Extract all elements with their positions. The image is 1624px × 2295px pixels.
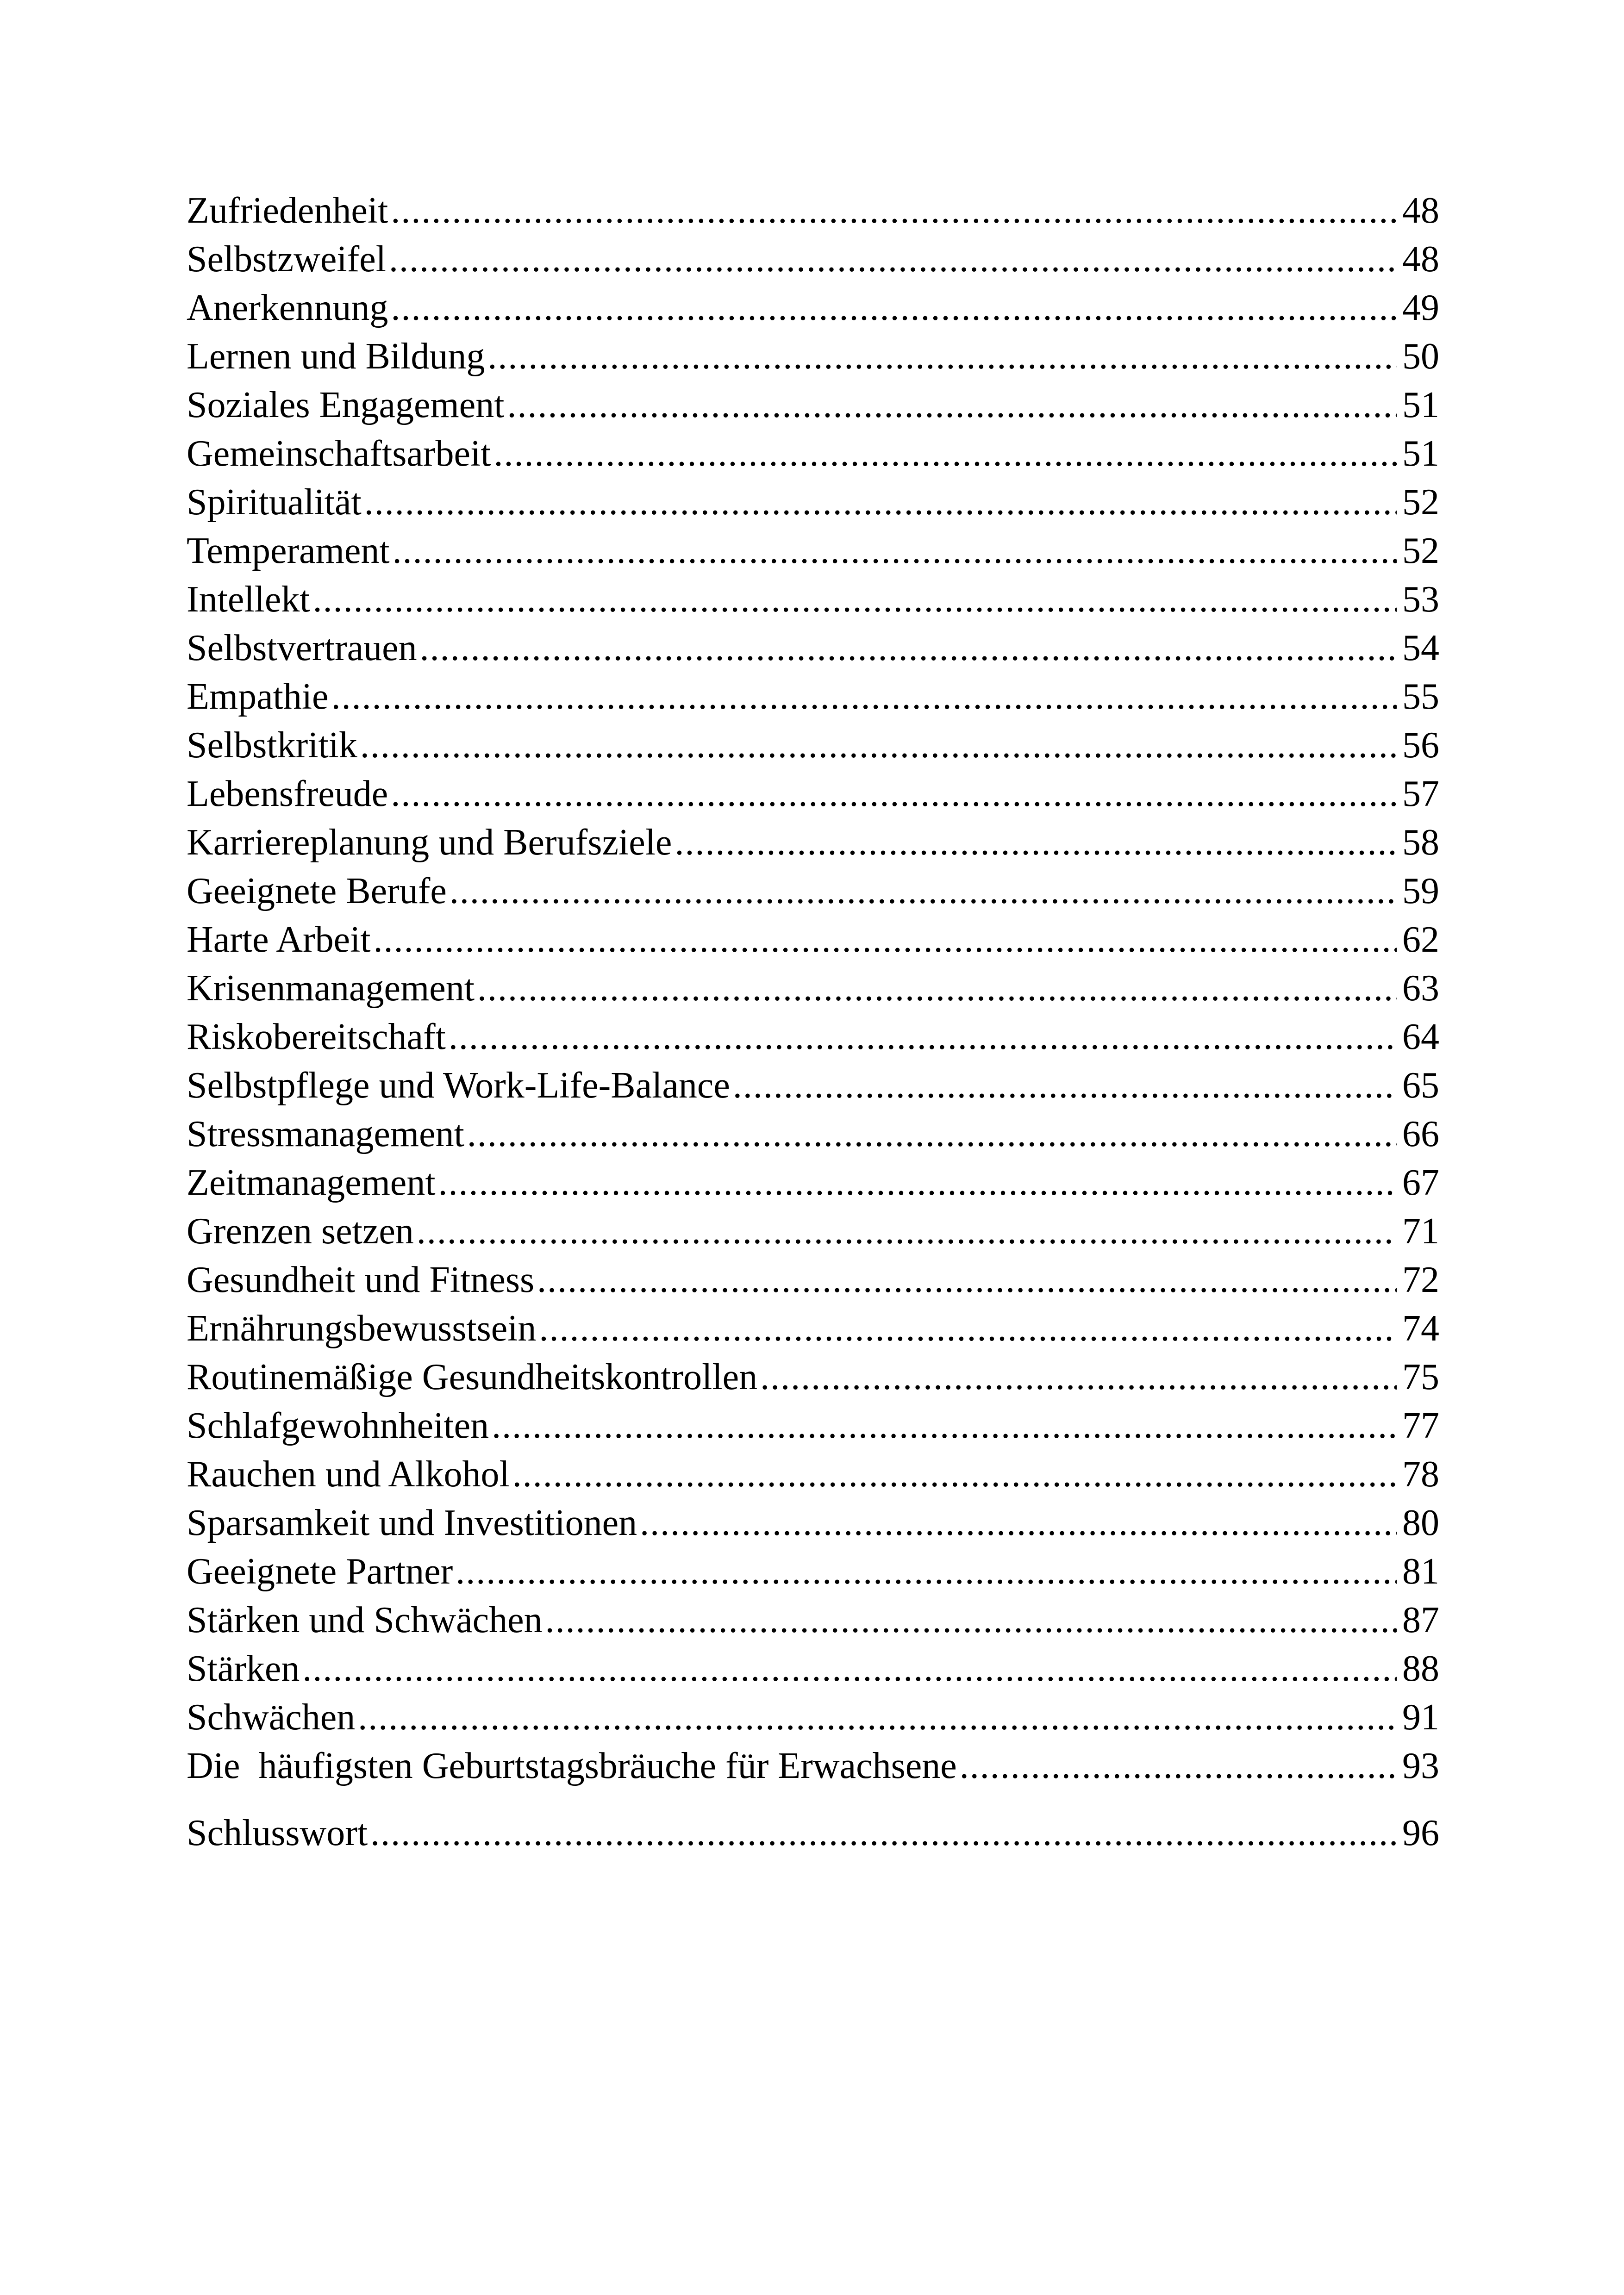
toc-dot-leader: [313, 575, 1397, 624]
toc-entry[interactable]: [187, 1061, 1439, 1110]
toc-dot-leader: [960, 1742, 1397, 1790]
toc-dot-leader: [467, 1110, 1397, 1159]
toc-dot-leader: [675, 818, 1397, 867]
toc-entry-page-number: 57: [1402, 773, 1439, 814]
toc-entry-title: Soziales Engagement: [187, 385, 505, 425]
toc-entry-page-number: 49: [1402, 287, 1439, 328]
toc-entry[interactable]: [187, 1742, 1439, 1790]
toc-entry-page-number: 63: [1402, 968, 1439, 1009]
toc-entry-title: Riskobereitschaft: [187, 1017, 446, 1057]
toc-dot-leader: [487, 332, 1397, 381]
toc-entry[interactable]: [187, 1353, 1439, 1402]
toc-dot-leader: [733, 1061, 1397, 1110]
toc-dot-leader: [760, 1353, 1397, 1402]
toc-entry-page-number: 59: [1402, 871, 1439, 911]
toc-entry-page-number: 52: [1402, 530, 1439, 571]
toc-entry-page-number: 88: [1402, 1648, 1439, 1689]
toc-entry-page-number: 56: [1402, 725, 1439, 766]
toc-entry[interactable]: [187, 770, 1439, 818]
toc-entry[interactable]: [187, 1110, 1439, 1159]
toc-dot-leader: [370, 1809, 1397, 1858]
toc-dot-leader: [331, 673, 1397, 721]
toc-entry[interactable]: [187, 1809, 1439, 1858]
toc-entry-title: Zeitmanagement: [187, 1162, 436, 1203]
toc-dot-leader: [456, 1547, 1397, 1596]
toc-entry-title: Selbstzweifel: [187, 239, 386, 280]
toc-entry-page-number: 53: [1402, 579, 1439, 620]
toc-entry-title: Empathie: [187, 676, 329, 717]
toc-dot-leader: [420, 624, 1397, 673]
toc-dot-leader: [374, 916, 1397, 964]
toc-entry[interactable]: [187, 818, 1439, 867]
toc-entry[interactable]: [187, 1159, 1439, 1207]
toc-entry-page-number: 64: [1402, 1017, 1439, 1057]
toc-entry-title: Gemeinschaftsarbeit: [187, 433, 491, 474]
toc-dot-leader: [477, 964, 1397, 1013]
toc-entry-title: Schlafgewohnheiten: [187, 1405, 489, 1446]
toc-entry-title: Gesundheit und Fitness: [187, 1260, 535, 1300]
toc-entry-page-number: 51: [1402, 433, 1439, 474]
toc-entry[interactable]: [187, 284, 1439, 332]
toc-entry[interactable]: [187, 430, 1439, 478]
toc-dot-leader: [391, 770, 1397, 818]
toc-entry-page-number: 91: [1402, 1697, 1439, 1738]
toc-entry-title: Karriereplanung und Berufsziele: [187, 822, 672, 863]
toc-dot-leader: [449, 1013, 1397, 1061]
toc-entry[interactable]: [187, 381, 1439, 430]
toc-entry-page-number: 48: [1402, 239, 1439, 280]
toc-entry[interactable]: [187, 187, 1439, 235]
toc-entry-page-number: 96: [1402, 1813, 1439, 1853]
toc-entry[interactable]: [187, 1304, 1439, 1353]
toc-entry-page-number: 58: [1402, 822, 1439, 863]
toc-entry-page-number: 80: [1402, 1503, 1439, 1543]
toc-dot-leader: [391, 284, 1397, 332]
toc-entry-page-number: 51: [1402, 385, 1439, 425]
toc-entry-title: Zufriedenheit: [187, 190, 388, 231]
toc-entry[interactable]: [187, 1013, 1439, 1061]
toc-dot-leader: [545, 1596, 1397, 1645]
toc-entry-page-number: 72: [1402, 1260, 1439, 1300]
toc-entry-title: Intellekt: [187, 579, 310, 620]
toc-entry-page-number: 93: [1402, 1746, 1439, 1786]
toc-entry-title: Schwächen: [187, 1697, 356, 1738]
toc-dot-leader: [302, 1645, 1397, 1693]
toc-entry-title: Lebensfreude: [187, 773, 388, 814]
toc-entry-title: Selbstvertrauen: [187, 628, 417, 668]
toc-entry[interactable]: [187, 916, 1439, 964]
toc-dot-leader: [512, 1450, 1397, 1499]
toc-entry-title: Stärken und Schwächen: [187, 1600, 543, 1640]
toc-entry[interactable]: [187, 332, 1439, 381]
toc-entry[interactable]: [187, 867, 1439, 916]
toc-entry-title: Ernährungsbewusstsein: [187, 1308, 537, 1349]
toc-entry-page-number: 75: [1402, 1357, 1439, 1397]
toc-entry[interactable]: [187, 1645, 1439, 1693]
toc-entry-title: Schlusswort: [187, 1813, 368, 1853]
toc-entry-title: Krisenmanagement: [187, 968, 475, 1009]
toc-dot-leader: [539, 1304, 1397, 1353]
toc-dot-leader: [360, 721, 1397, 770]
toc-entry-page-number: 77: [1402, 1405, 1439, 1446]
toc-entry-page-number: 81: [1402, 1551, 1439, 1592]
toc-entry[interactable]: [187, 964, 1439, 1013]
toc-dot-leader: [389, 235, 1397, 284]
toc-entry-title: Spiritualität: [187, 482, 362, 523]
toc-entry-title: Temperament: [187, 530, 390, 571]
toc-entry[interactable]: [187, 1547, 1439, 1596]
toc-entry-title: Die häufigsten Geburtstagsbräuche für Erwachsene: [187, 1746, 957, 1786]
toc-entry-page-number: 55: [1402, 676, 1439, 717]
toc-entry[interactable]: [187, 624, 1439, 673]
toc-dot-leader: [391, 187, 1397, 235]
table-of-contents: [187, 187, 1439, 1858]
toc-entry-page-number: 71: [1402, 1211, 1439, 1252]
toc-entry-title: Lernen und Bildung: [187, 336, 485, 377]
toc-entry[interactable]: [187, 575, 1439, 624]
toc-dot-leader: [494, 430, 1397, 478]
toc-entry-page-number: 54: [1402, 628, 1439, 668]
toc-entry[interactable]: [187, 1499, 1439, 1547]
toc-dot-leader: [393, 527, 1397, 575]
toc-entry-title: Stressmanagement: [187, 1114, 464, 1154]
toc-entry[interactable]: [187, 1207, 1439, 1256]
toc-dot-leader: [358, 1693, 1397, 1742]
toc-dot-leader: [438, 1159, 1397, 1207]
toc-dot-leader: [537, 1256, 1397, 1304]
toc-entry-page-number: 50: [1402, 336, 1439, 377]
toc-entry[interactable]: [187, 478, 1439, 527]
toc-entry[interactable]: [187, 673, 1439, 721]
toc-entry-title: Selbstkritik: [187, 725, 357, 766]
toc-entry-page-number: 65: [1402, 1065, 1439, 1106]
toc-entry-title: Geeignete Berufe: [187, 871, 447, 911]
toc-entry[interactable]: [187, 721, 1439, 770]
toc-entry-title: Geeignete Partner: [187, 1551, 453, 1592]
toc-entry[interactable]: [187, 235, 1439, 284]
toc-entry[interactable]: [187, 527, 1439, 575]
toc-entry-title: Sparsamkeit und Investitionen: [187, 1503, 637, 1543]
toc-entry-page-number: 48: [1402, 190, 1439, 231]
toc-entry-page-number: 52: [1402, 482, 1439, 523]
toc-entry-title: Selbstpflege und Work-Life-Balance: [187, 1065, 730, 1106]
toc-entry-page-number: 74: [1402, 1308, 1439, 1349]
toc-entry-title: Stärken: [187, 1648, 300, 1689]
toc-dot-leader: [492, 1402, 1397, 1450]
toc-entry[interactable]: [187, 1450, 1439, 1499]
toc-entry-page-number: 87: [1402, 1600, 1439, 1640]
toc-dot-leader: [417, 1207, 1397, 1256]
toc-entry-title: Rauchen und Alkohol: [187, 1454, 510, 1495]
toc-entry[interactable]: [187, 1596, 1439, 1645]
toc-entry[interactable]: [187, 1256, 1439, 1304]
toc-entry-page-number: 67: [1402, 1162, 1439, 1203]
toc-entry-page-number: 78: [1402, 1454, 1439, 1495]
toc-dot-leader: [640, 1499, 1397, 1547]
toc-entry[interactable]: [187, 1402, 1439, 1450]
toc-dot-leader: [364, 478, 1397, 527]
toc-entry-page-number: 66: [1402, 1114, 1439, 1154]
toc-dot-leader: [507, 381, 1397, 430]
toc-entry-title: Anerkennung: [187, 287, 388, 328]
toc-entry-title: Routinemäßige Gesundheitskontrollen: [187, 1357, 758, 1397]
toc-entry[interactable]: [187, 1693, 1439, 1742]
toc-entry-title: Grenzen setzen: [187, 1211, 414, 1252]
toc-entry-page-number: 62: [1402, 919, 1439, 960]
toc-entry-title: Harte Arbeit: [187, 919, 371, 960]
toc-dot-leader: [450, 867, 1397, 916]
